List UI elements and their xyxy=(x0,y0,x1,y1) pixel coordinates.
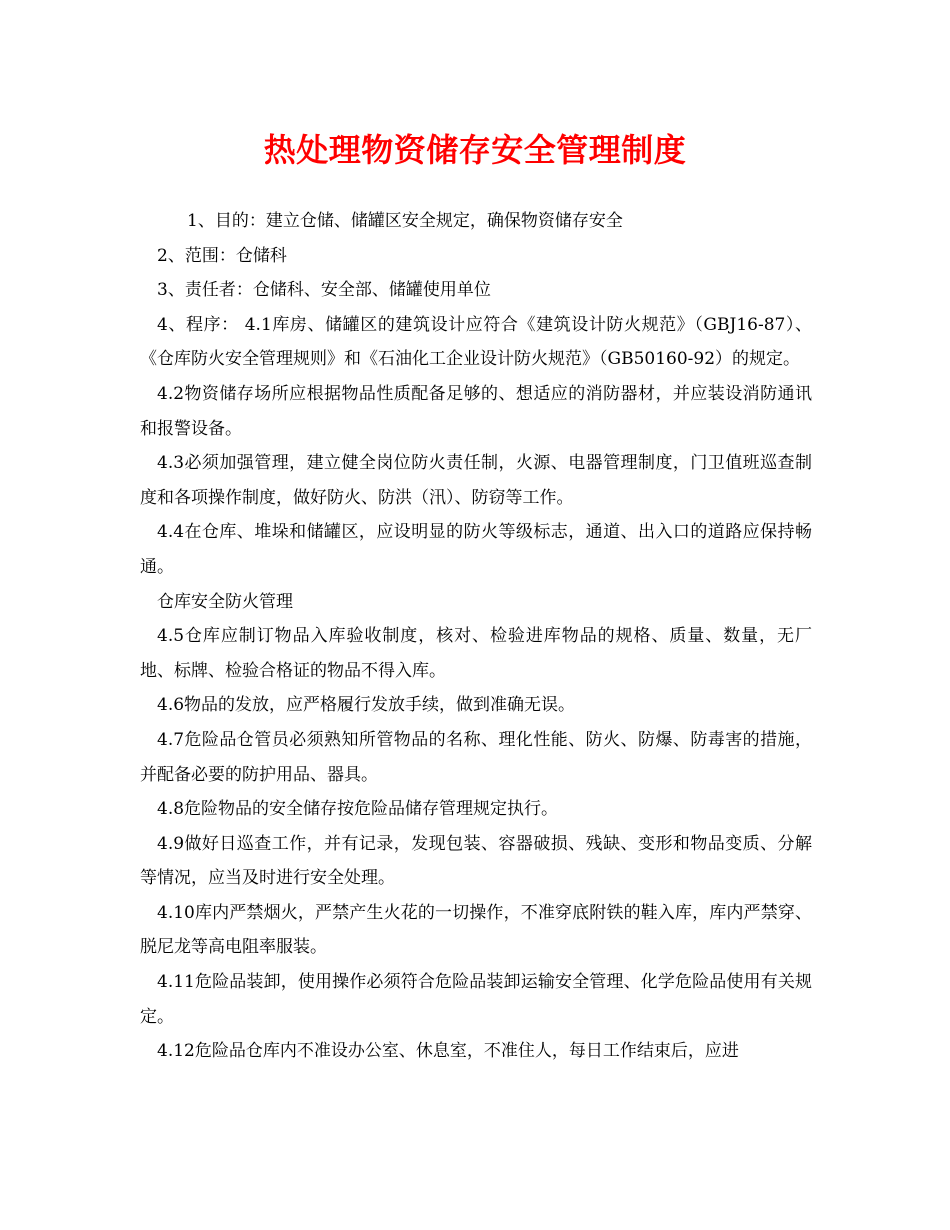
paragraph-4-3: 4.3必须加强管理，建立健全岗位防火责任制，火源、电器管理制度，门卫值班巡查制度和各项操作制度，做好防火、防洪（汛）、防窃等工作。 xyxy=(140,453,812,508)
document-body xyxy=(140,204,812,1069)
paragraph-responsible: 3、责任者：仓储科、安全部、储罐使用单位 xyxy=(157,280,491,301)
paragraph-procedure-4-1: 4、程序： 4.1库房、储罐区的建筑设计应符合《建筑设计防火规范》（GBJ16-87）、《仓库防火安全管理规则》和《石油化工企业设计防火规范》（GB50160-92）的规定。 xyxy=(140,314,812,370)
paragraph-4-5: 4.5仓库应制订物品入库验收制度，核对、检验进库物品的规格、质量、数量，无厂地、标牌、检验合格证的物品不得入库。 xyxy=(140,626,812,681)
paragraph-4-9: 4.9做好日巡查工作，并有记录，发现包装、容器破损、残缺、变形和物品变质、分解等情况，应当及时进行安全处理。 xyxy=(140,833,812,889)
paragraph-4-12: 4.12危险品仓库内不准设办公室、休息室，不准住人，每日工作结束后，应进 xyxy=(157,1041,739,1062)
section-heading-warehouse-fire-safety: 仓库安全防火管理 xyxy=(157,591,293,612)
document-title: 热处理物资储存安全管理制度 xyxy=(263,131,687,169)
paragraph-scope: 2、范围：仓储科 xyxy=(157,245,287,266)
paragraph-4-7: 4.7危险品仓管员必须熟知所管物品的名称、理化性能、防火、防爆、防毒害的措施，并配备必要的防护用品、器具。 xyxy=(140,729,812,785)
paragraph-purpose: 1、目的：建立仓储、储罐区安全规定，确保物资储存安全 xyxy=(187,211,623,231)
paragraph-4-11: 4.11危险品装卸，使用操作必须符合危险品装卸运输安全管理、化学危险品使用有关规定。 xyxy=(140,972,812,1027)
paragraph-4-10: 4.10库内严禁烟火，严禁产生火花的一切操作，不准穿底附铁的鞋入库，库内严禁穿、脱尼龙等高电阻率服装。 xyxy=(140,902,812,958)
paragraph-4-2: 4.2物资储存场所应根据物品性质配备足够的、想适应的消防器材，并应装设消防通讯和报警设备。 xyxy=(140,383,812,439)
paragraph-4-8: 4.8危险物品的安全储存按危险品储存管理规定执行。 xyxy=(157,799,559,820)
paragraph-4-4: 4.4在仓库、堆垛和储罐区，应设明显的防火等级标志，通道、出入口的道路应保持畅通。 xyxy=(140,522,812,577)
paragraph-4-6: 4.6物品的发放，应严格履行发放手续，做到准确无误。 xyxy=(157,695,576,716)
